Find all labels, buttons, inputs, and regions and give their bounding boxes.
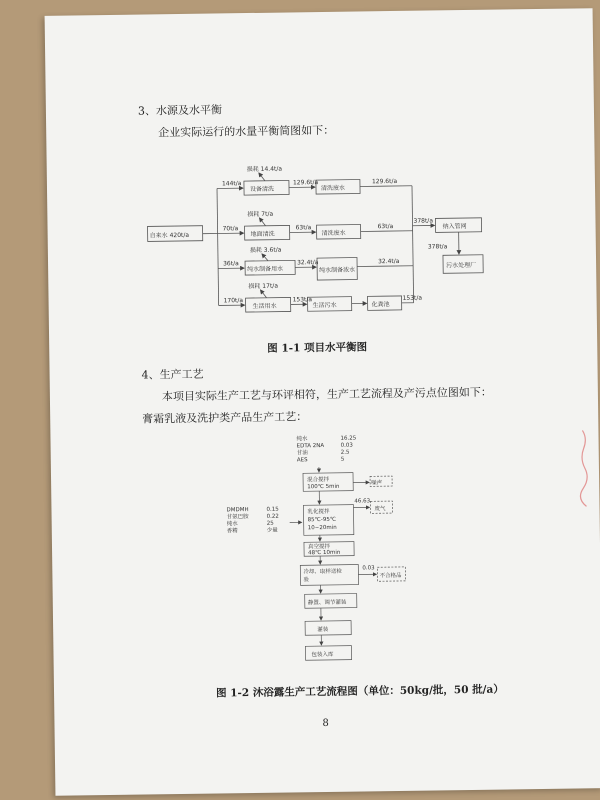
sewer-label: 纳入管网: [442, 222, 467, 231]
waste-label: 生活污水: [312, 301, 337, 310]
input-value: 5: [340, 456, 345, 463]
waste-label: 纯水制备浓水: [319, 266, 356, 275]
flow-label: 378t/a: [413, 217, 434, 225]
step-label: 真空搅拌: [307, 543, 331, 551]
input-label: 香精: [226, 528, 238, 535]
section3-heading: 3、水源及水平衡: [137, 103, 223, 118]
step-label: 10~20min: [307, 524, 337, 532]
input-label: 甘油: [296, 450, 308, 457]
step-label: 48℃ 10min: [308, 549, 341, 557]
figure-2-caption: 图 1-2 沐浴露生产工艺流程图（单位：50kg/批，50 批/a）: [215, 683, 504, 700]
flow-label: 32.4t/a: [297, 259, 319, 267]
input-value: 0.03: [340, 442, 353, 449]
step-label: 验: [303, 577, 310, 584]
step-label: 乳化搅拌: [307, 508, 330, 516]
document-page: [45, 8, 600, 796]
input-value: 2.5: [340, 449, 350, 456]
loss-label: 损耗 7t/a: [247, 210, 274, 219]
step-label: 混合搅拌: [307, 476, 330, 484]
flow-label: 378t/a: [427, 243, 448, 251]
flow-label: 153t/a: [292, 296, 313, 304]
section4-para1: 本项目实际生产工艺与环评相符，生产工艺流程及产污点位图如下：: [161, 385, 492, 404]
flow-label: 129.6t/a: [371, 177, 398, 186]
step-label: 静置、调节灌装: [307, 599, 347, 607]
process-label: 生活用水: [252, 302, 277, 310]
step-label: 冷却、取样送检: [303, 568, 342, 576]
loss-label: 损耗 17t/a: [248, 282, 279, 291]
water-balance-diagram: [47, 148, 597, 336]
input-label: EDTA 2NA: [296, 443, 325, 450]
input-label: 纯水: [296, 436, 308, 443]
flow-label: 46.63: [354, 498, 371, 505]
input-label: DMDMH: [226, 507, 249, 514]
flow-label: 170t/a: [223, 297, 244, 305]
step-label: 85℃-95℃: [307, 516, 337, 524]
step-label: 灌装: [317, 626, 329, 634]
process-label: 纯水制备用水: [247, 265, 284, 274]
waste-label: 清洗废水: [320, 184, 346, 193]
input-value: 0.22: [266, 513, 279, 520]
plant-label: 污水处理厂: [446, 261, 477, 270]
flow-label: 153t/a: [402, 294, 423, 302]
waste-label: 清洗废水: [321, 229, 346, 238]
input-label: 甘氨巴胺: [226, 514, 249, 521]
section4-para2: 膏霜乳液及洗护类产品生产工艺：: [142, 410, 308, 426]
step-label: 包装入库: [311, 651, 334, 659]
loss-label: 损耗 14.4t/a: [246, 165, 283, 174]
source-label: 自来水 420t/a: [149, 231, 190, 240]
input-value: 25: [266, 520, 274, 527]
reject-label: 不合格品: [379, 572, 402, 580]
page-number: 8: [322, 717, 329, 730]
flow-label: 63t/a: [377, 223, 394, 231]
input-value: 0.15: [266, 506, 279, 513]
input-value: 16.25: [340, 435, 357, 442]
loss-label: 损耗 3.6t/a: [249, 246, 282, 255]
section3-intro: 企业实际运行的水量平衡简图如下：: [158, 123, 335, 140]
septic-label: 化粪池: [371, 301, 390, 309]
flow-label: 36t/a: [223, 260, 239, 268]
flow-label: 63t/a: [295, 224, 312, 232]
figure-1-caption: 图 1-1 项目水平衡图: [267, 341, 368, 355]
flow-label: 0.03: [362, 565, 375, 572]
process-label: 地面清洗: [250, 230, 275, 239]
red-stamp-mark: [578, 428, 593, 508]
flow-label: 129.6t/a: [292, 179, 319, 187]
step-label: 100℃ 5min: [307, 483, 340, 491]
flow-label: 70t/a: [222, 225, 239, 233]
flow-label: 32.4t/a: [377, 257, 400, 266]
section4-heading: 4、生产工艺: [141, 367, 204, 382]
input-value: 少量: [266, 527, 278, 534]
process-label: 设备清洗: [249, 185, 275, 194]
flow-label: 144t/a: [221, 180, 242, 188]
input-label: 纯水: [226, 521, 238, 528]
noise-label: 噪声: [371, 480, 383, 487]
process-flow-diagram: [50, 426, 600, 674]
exhaust-label: 废气: [374, 506, 386, 513]
input-label: AES: [296, 457, 308, 464]
